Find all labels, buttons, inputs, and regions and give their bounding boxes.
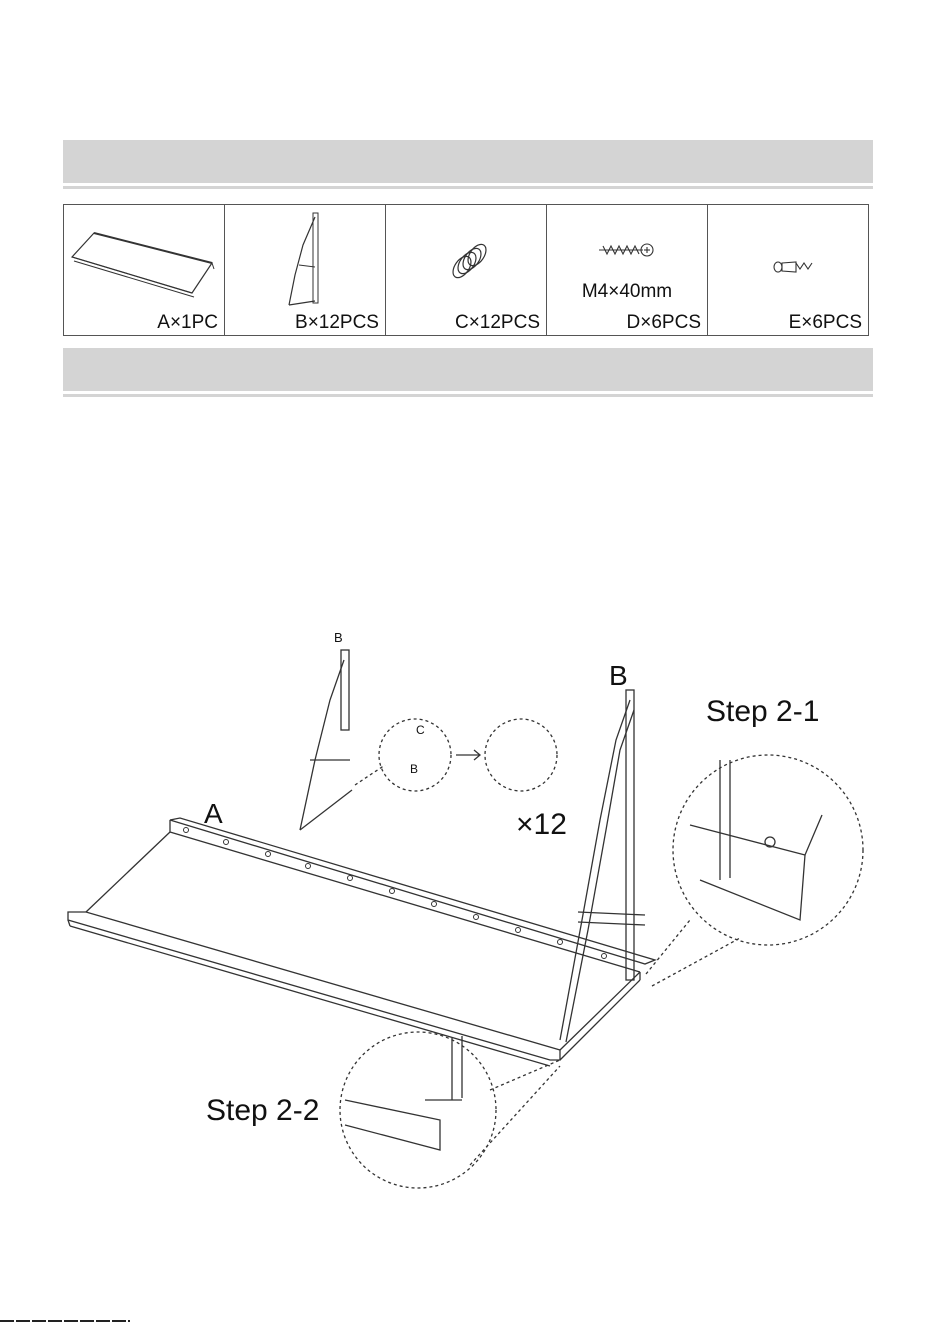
part-cell-c xyxy=(386,205,547,335)
label-b-tiny: B xyxy=(410,762,419,776)
label-a: A xyxy=(204,798,223,829)
parts-table xyxy=(63,204,869,336)
section-header-bar xyxy=(63,140,873,183)
part-label-b: B×12PCS xyxy=(295,312,379,333)
part-cell-d xyxy=(547,205,708,335)
step-2-1-label: Step 2-1 xyxy=(706,695,820,728)
label-b-large: B xyxy=(609,660,628,691)
part-cell-e xyxy=(708,205,868,335)
section-header-rule xyxy=(63,186,873,189)
part-cell-a xyxy=(64,205,225,335)
part-label-c: C×12PCS xyxy=(454,312,540,333)
count-label: ×12 xyxy=(516,808,567,841)
part-label-a: A×1PC xyxy=(157,312,218,333)
footer-scan-artifact xyxy=(0,1318,933,1324)
label-c-small: C xyxy=(416,723,425,737)
section-header-bar-2 xyxy=(63,348,873,391)
part-label-e: E×6PCS xyxy=(788,312,862,333)
step-2-2-label: Step 2-2 xyxy=(206,1094,320,1127)
part-cell-b xyxy=(225,205,386,335)
label-b-small: B xyxy=(334,630,343,645)
section-header-rule-2 xyxy=(63,394,873,397)
part-label-d: D×6PCS xyxy=(626,312,701,333)
part-size-d: M4×40mm xyxy=(581,281,673,302)
